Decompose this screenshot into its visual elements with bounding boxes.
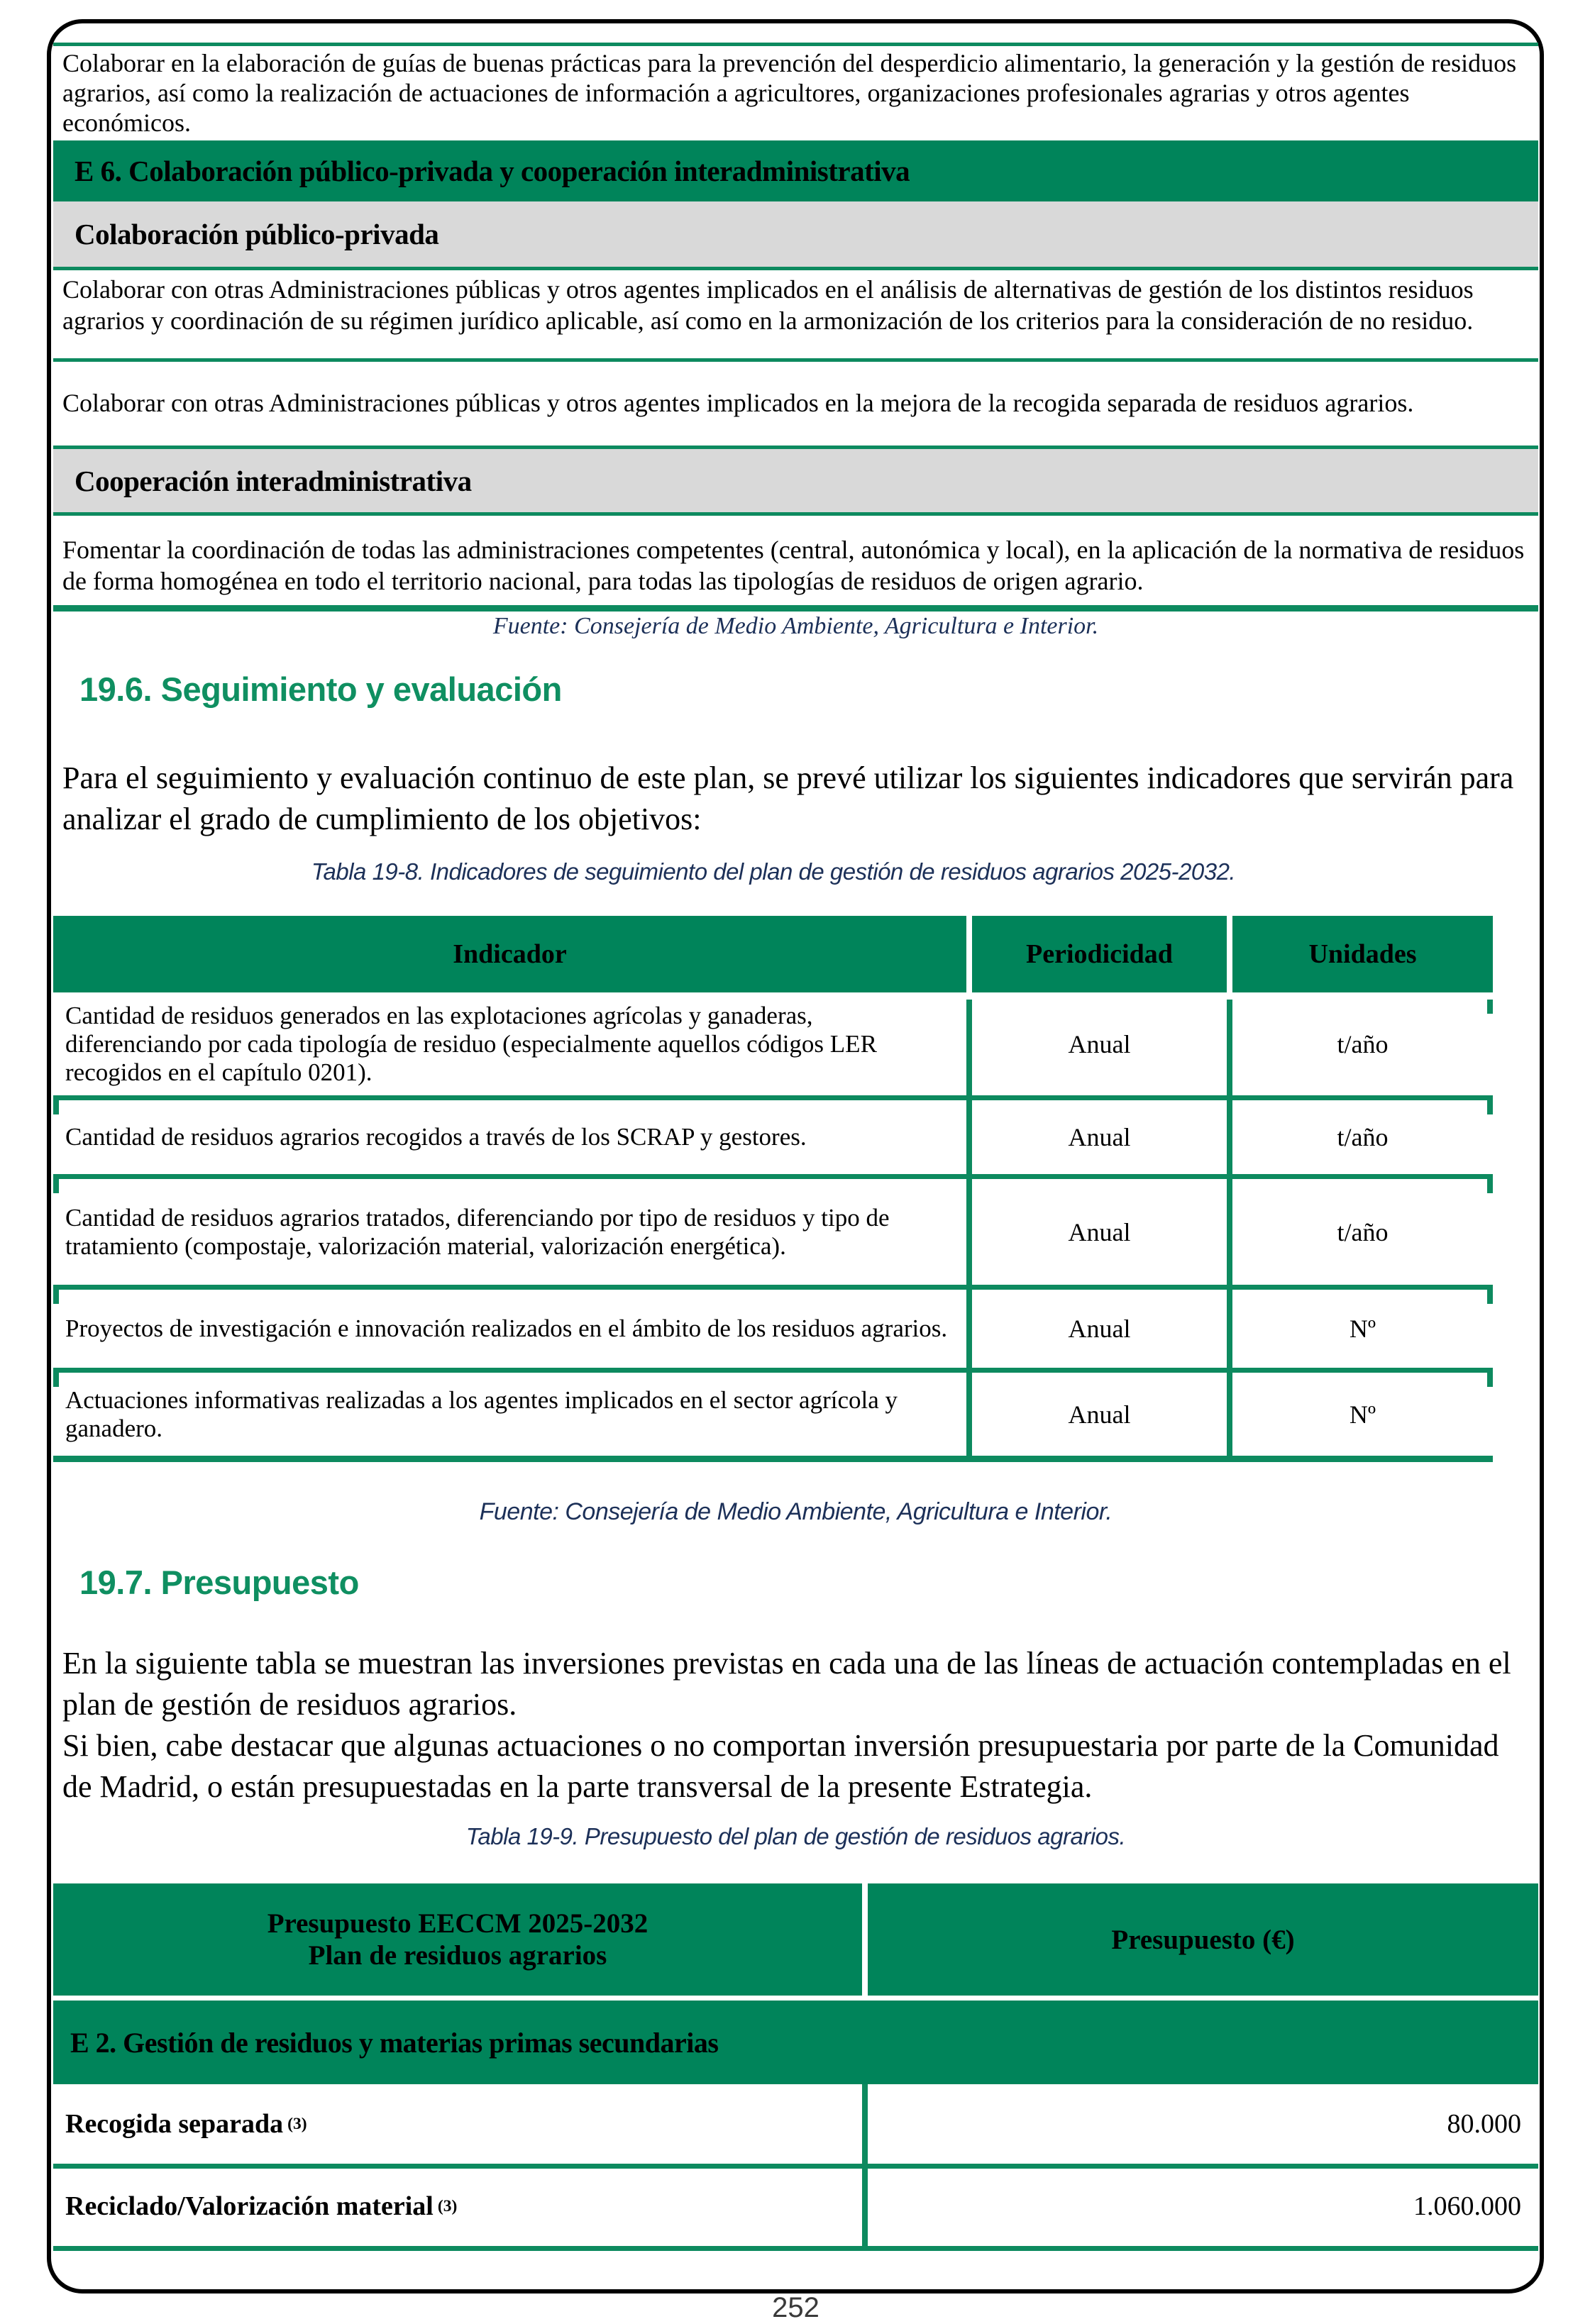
budget-line-label: Reciclado/Valorización material <box>65 2191 434 2221</box>
header-line-2: Plan de residuos agrarios <box>308 1940 607 1971</box>
row-separator <box>53 1285 1493 1290</box>
cell-unidades: Nº <box>1349 1315 1376 1343</box>
cell-periodicidad: Anual <box>1068 1029 1131 1058</box>
header-line-1: Presupuesto EECCM 2025-2032 <box>267 1908 649 1939</box>
cell-unidades: t/año <box>1337 1123 1389 1151</box>
cell-periodicidad: Anual <box>1068 1315 1131 1343</box>
table-bottom-border <box>53 605 1538 612</box>
table-row <box>53 1100 1493 1174</box>
e6-band-title: E 6. Colaboración público-privada y cooperación interadministrativa <box>74 155 910 187</box>
subsection-band-interadministrativa <box>53 449 1538 512</box>
section-heading-19-6: 19.6. Seguimiento y evaluación <box>79 670 562 708</box>
group-row-e2 <box>53 2001 1538 2084</box>
column-header-label: Indicador <box>453 939 567 969</box>
cell-unidades: t/año <box>1337 1029 1389 1058</box>
table-row <box>53 1290 1493 1368</box>
cell-budget-value: 1.060.000 <box>1413 2191 1521 2221</box>
cell-budget-value: 80.000 <box>1447 2109 1521 2139</box>
column-header-indicador <box>53 916 966 992</box>
paragraph-inversiones: En la siguiente tabla se muestran las inversiones previstas en cada una de las líneas de actuación contempladas en el plan de gestión de residuos agrarios. <box>62 1646 1511 1722</box>
cell-indicador: Cantidad de residuos agrarios recogidos a través de los SCRAP y gestores. <box>65 1123 807 1151</box>
section-19-7-intro <box>62 1643 1533 1808</box>
e6-band <box>53 140 1538 201</box>
table-row <box>53 2169 1538 2244</box>
column-header-unidades <box>1232 916 1493 992</box>
row-separator <box>53 2164 1538 2169</box>
table-row <box>53 2084 1538 2164</box>
paragraph-fomentar-coordinacion: Fomentar la coordinación de todas las administraciones competentes (central, autonómica y local), en la aplicación de la normativa de residuos de forma homogénea en todo el territorio nacional, para todas las tipologías de residuos de origen agrario. <box>62 536 1525 595</box>
table-bottom-border <box>53 1456 1493 1462</box>
table-row <box>53 1373 1493 1456</box>
column-header-periodicidad <box>972 916 1227 992</box>
paragraph-guias-buenas-practicas: Colaborar en la elaboración de guías de buenas prácticas para la prevención del desperdicio alimentario, la generación y la gestión de residuos agrarios, así como la realización de actuaciones de información a agricultores, organizaciones profesionales agrarias y otros agentes económicos. <box>62 49 1517 137</box>
cell-periodicidad: Anual <box>1068 1217 1131 1246</box>
source-note: Fuente: Consejería de Medio Ambiente, Agricultura e Interior. <box>479 1498 1113 1525</box>
subsection-title: Cooperación interadministrativa <box>74 464 472 497</box>
divider <box>53 358 1538 362</box>
table-19-8-caption: Tabla 19-8. Indicadores de seguimiento del plan de gestión de residuos agrarios 2025-2032. <box>311 858 1236 885</box>
cell-unidades: Nº <box>1349 1400 1376 1429</box>
group-row-label: E 2. Gestión de residuos y materias primas secundarias <box>70 2026 719 2059</box>
row-separator <box>53 1368 1493 1373</box>
divider <box>53 43 1538 46</box>
paragraph-si-bien: Si bien, cabe destacar que algunas actuaciones o no comportan inversión presupuestaria por parte de la Comunidad de Madrid, o están presupuestadas en la parte transversal de la presente Estrategia. <box>62 1728 1499 1804</box>
section-19-6-intro: Para el seguimiento y evaluación continuo de este plan, se prevé utilizar los siguientes indicadores que servirán para analizar el grado de cumplimiento de los objetivos: <box>62 760 1514 836</box>
cell-indicador: Proyectos de investigación e innovación realizados en el ámbito de los residuos agrarios. <box>65 1315 948 1342</box>
divider <box>53 267 1538 270</box>
divider <box>53 512 1538 516</box>
table-bottom-border <box>53 2246 1538 2251</box>
paragraph-mejora-recogida: Colaborar con otras Administraciones públicas y otros agentes implicados en la mejora de la recogida separada de residuos agrarios. <box>62 389 1414 417</box>
column-header-presupuesto-plan <box>53 1883 862 1996</box>
row-separator <box>53 1095 1493 1100</box>
paragraph-analisis-alternativas: Colaborar con otras Administraciones públicas y otros agentes implicados en el análisis de alternativas de gestión de los distintos residuos agrarios y coordinación de su régimen jurídico aplicable, así como en la armonización de los criterios para la consideración de no residuo. <box>62 275 1474 335</box>
column-header-label: Presupuesto (€) <box>1111 1924 1295 1955</box>
cell-periodicidad: Anual <box>1068 1123 1131 1151</box>
cell-indicador: Actuaciones informativas realizadas a los agentes implicados en el sector agrícola y ganadero. <box>65 1385 898 1442</box>
column-header-label: Unidades <box>1308 939 1417 969</box>
source-note: Fuente: Consejería de Medio Ambiente, Agricultura e Interior. <box>492 613 1099 639</box>
page-number: 252 <box>772 2292 819 2323</box>
table-row <box>53 992 1493 1095</box>
subsection-title: Colaboración público-privada <box>74 218 439 250</box>
cell-unidades: t/año <box>1337 1217 1389 1246</box>
cell-budget-line: Reciclado/Valorización material (3) <box>65 2191 458 2221</box>
section-heading-19-7: 19.7. Presupuesto <box>79 1564 359 1601</box>
column-header-label: Periodicidad <box>1026 939 1173 969</box>
table-row <box>53 1179 1493 1285</box>
row-separator <box>53 1174 1493 1179</box>
column-header-presupuesto-eur <box>868 1883 1538 1996</box>
cell-indicador: Cantidad de residuos agrarios tratados, diferenciando por tipo de residuos y tipo de tratamiento (compostaje, valorización material, valorización energética). <box>65 1203 890 1260</box>
subsection-band-publico-privada <box>53 201 1538 267</box>
budget-line-label: Recogida separada <box>65 2109 284 2139</box>
cell-periodicidad: Anual <box>1068 1400 1131 1429</box>
cell-budget-line: Recogida separada (3) <box>65 2109 307 2139</box>
cell-indicador: Cantidad de residuos generados en las explotaciones agrícolas y ganaderas, diferenciando por cada tipología de residuo (especialmente aquellos códigos LER recogidos en el capítulo 0201). <box>65 1001 877 1086</box>
table-19-9-caption: Tabla 19-9. Presupuesto del plan de gestión de residuos agrarios. <box>465 1823 1126 1849</box>
